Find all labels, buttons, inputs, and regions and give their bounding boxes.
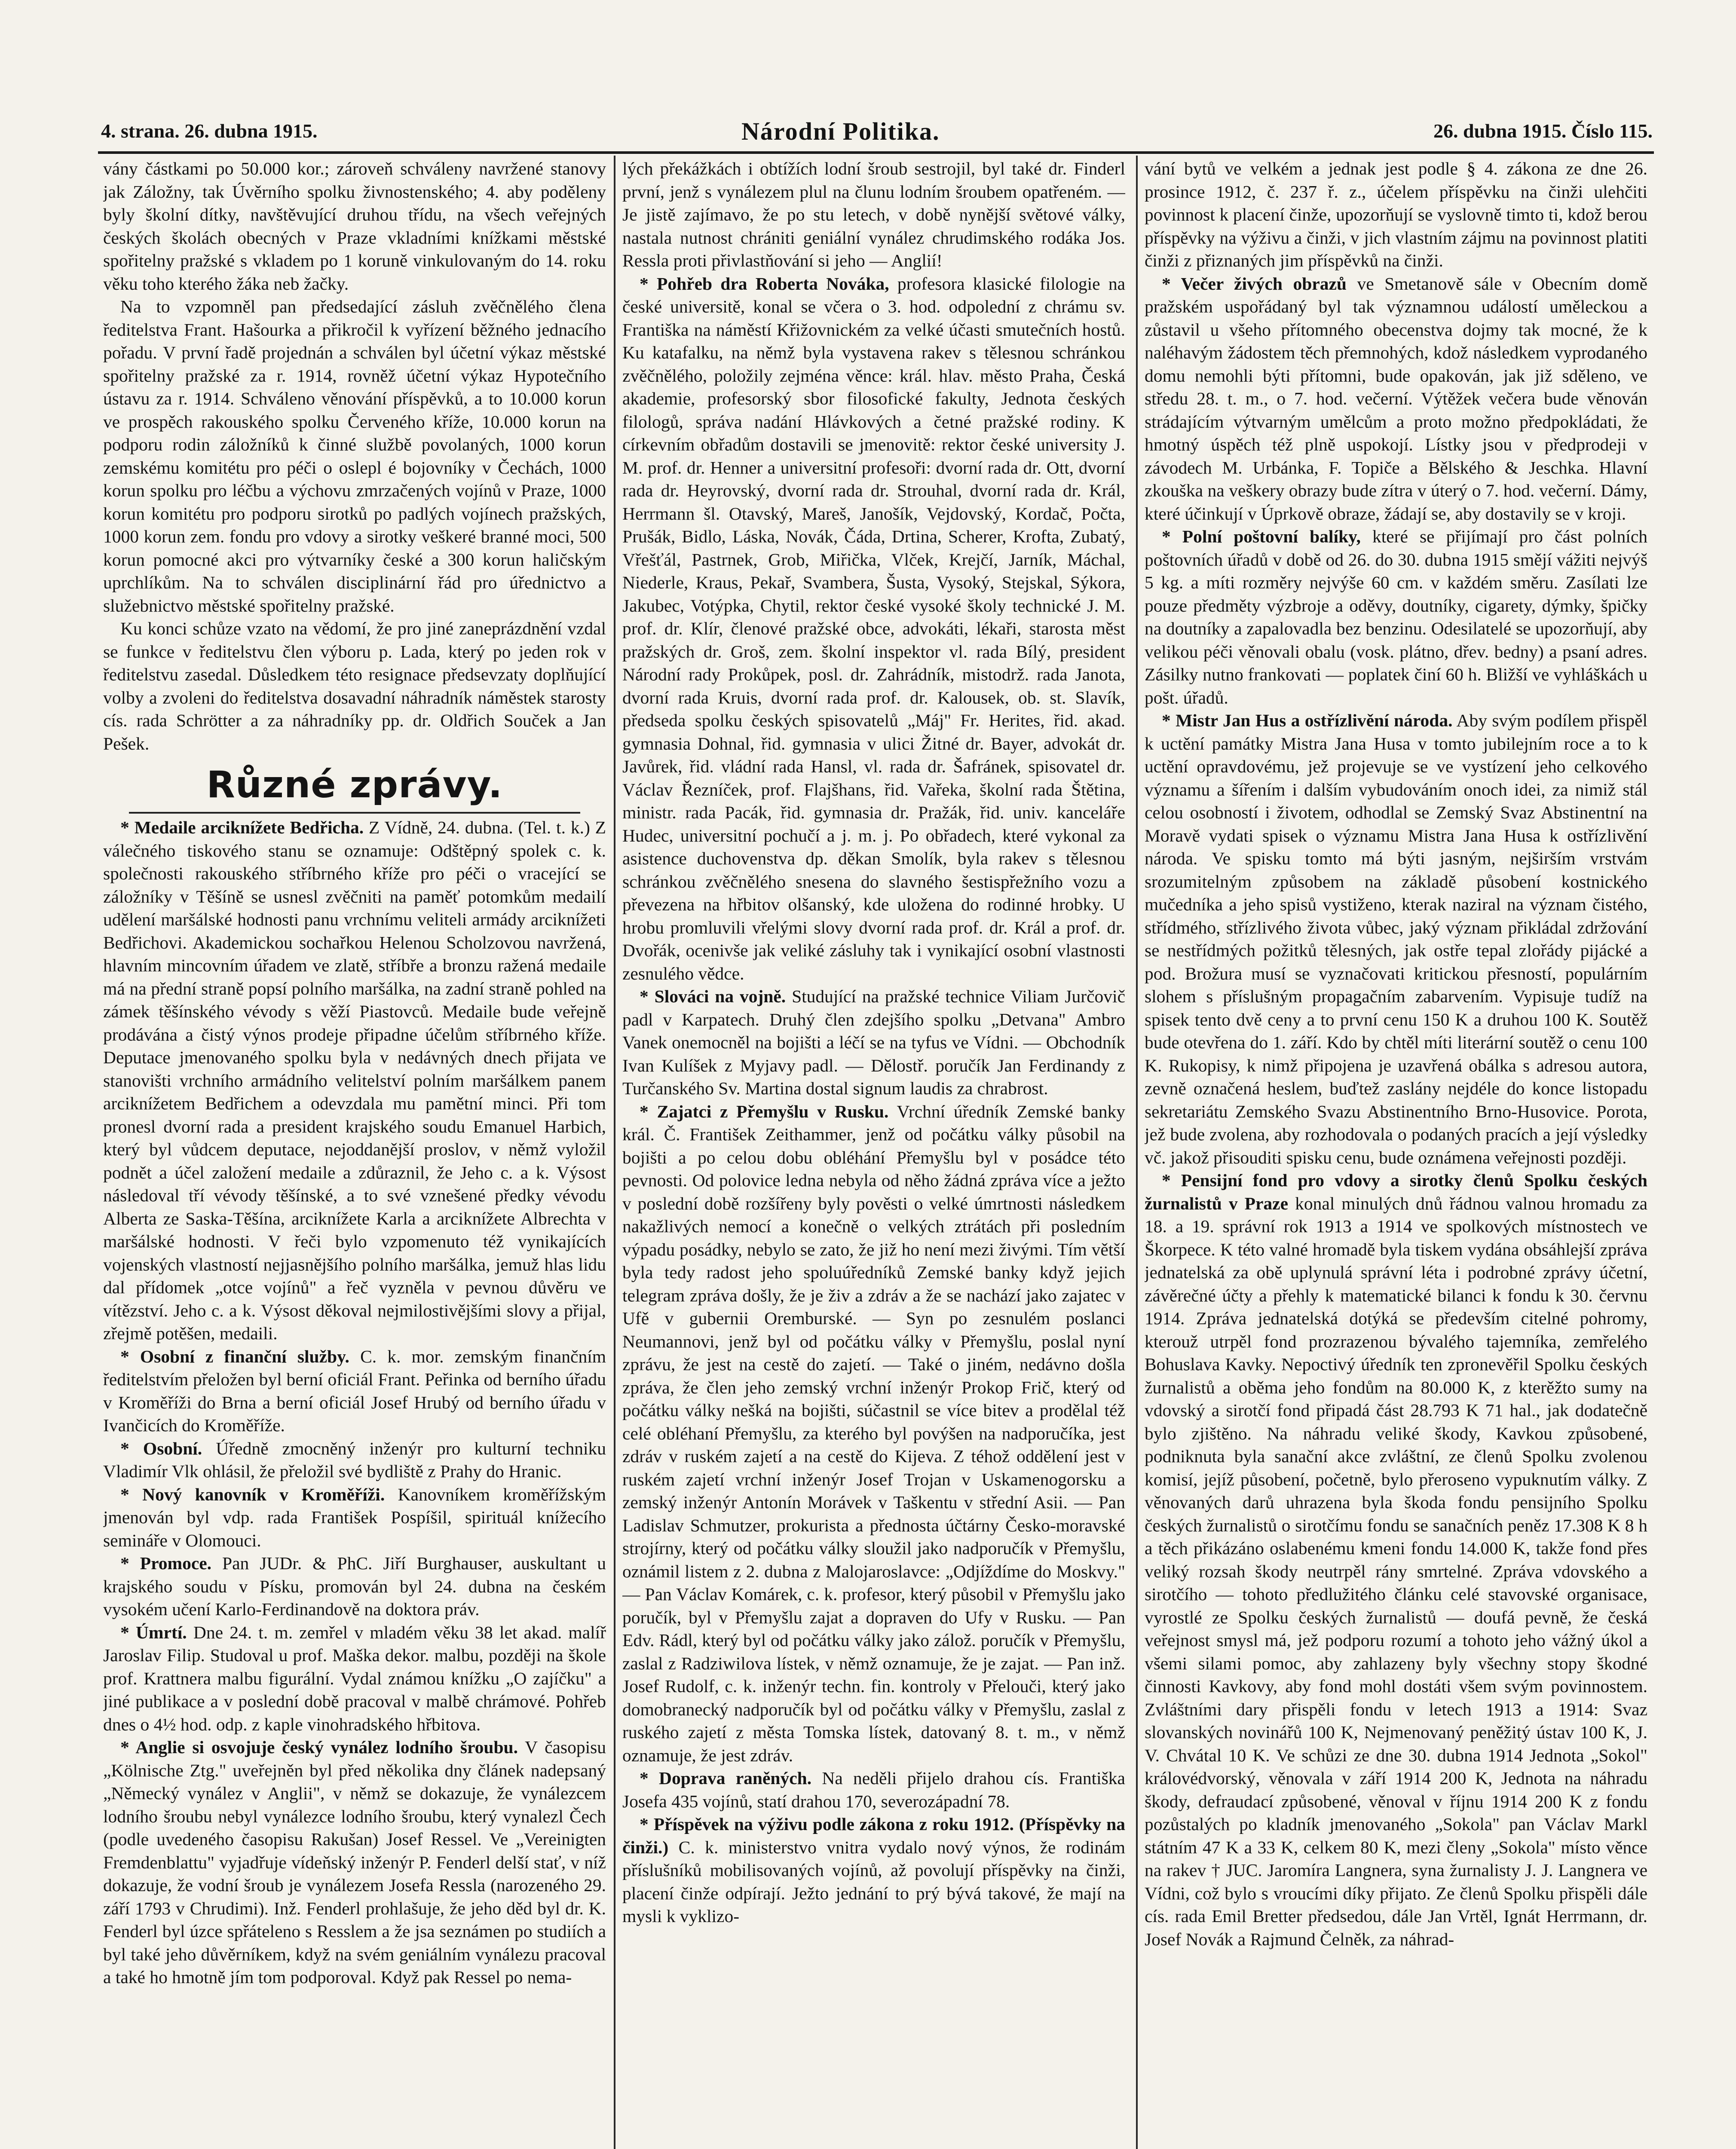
article-paragraph: vány částkami po 50.000 kor.; zároveň schváleny navržené stanovy jak Záložny, tak Úvěrního spolku živnostenského; 4. aby poděleny byly školní dítky, navštěvující druhou třídu, na všech veřejných českých školách obecných v Praze vkladními knížkami městské spořitelny pražské s vkladem po 1 koruně vinkulovaným do 14. roku věku toho kterého žáka neb žačky. — [103, 159, 606, 294]
column-rule-1 — [614, 156, 615, 2149]
news-body: ve Smetanově sále v Obecním domě pražském uspořádaný byl tak významnou událostí uměleckou a zůstavil u všeho přítomného obecenstva dojmy tak mocné, že k naléhavým žádostem těch přemnohých, kdož následkem vyprodaného domu nemohli býti přítomni, bude opakován, jak již sděleno, ve středu 28. t. m., o 7. hod. večerní. Výtěžek večera bude věnován strádajícím výtvarným umělcům a proto možno předpokládati, že hmotný úspěch též plně uspokojí. Lístky jsou v předprodeji v závodech M. Urbánka, F. Topiče a Bělského & Jeschka. Hlavní zkouška na veškery obrazy bude zítra v úterý o 7. hod. večerní. Dámy, které účinkují v Úprkově obraze, žádají se, aby dostavily se v kroji. — [1145, 273, 1647, 523]
news-item — [1145, 272, 1647, 526]
news-headline: * Doprava raněných. — [640, 1768, 812, 1788]
news-body: konal minulých dnů řádnou valnou hromadu za 18. a 19. správní rok 1913 a 1914 ve spolkových místnostech ve Škorpece. K této valné hromadě byla tiskem vydána obsáhlejší zpráva jednatelská za obě uplynulá správní léta i podrobné zprávy účetní, závěrečné účty a přehly k matematické bilanci k fondu k 30. červnu 1914. Zpráva jednatelská dotýká se především citelné pohromy, kterouž utrpěl fond prozrazenou bývalého tajemníka, zemřelého Bohuslava Kavky. Nepoctivý úředník ten zpronevěřil Spolku českých žurnalistů a oběma jeho fondům na 80.000 K, z kterěžto sumy na vdovský a sirotčí fond připadá část 28.793 K 71 hal., jak dodatečně bylo zjištěno. Na náhradu veliké škody, Kavkou způsobené, podniknuta byla sanační akce zvláštní, ze členů Spolku zvolenou komisí, jejíž působení, početně, bylo přeroseno vypuknutím války. Z věnovaných darů uhrazena byla škoda fondu pensijního Spolku českých žurnalistů o sirotčímu fondu se sanačních peněz 17.308 K 8 h a těch přikázáno oslabenému kmeni fondu 14.000 K, takže fond přes veliký rozsah škody neutrpěl rány smrtelné. Zpráva vdovského a sirotčího — tohoto předlužitého článku celé stavovské organisace, vyrostlé ze Spolku českých žurnalistů — doufá pevně, že česká veřejnost smysl má, jež podporu rozumí a tohoto jeho vážný úkol a všemi silami pomoc, aby zahlazeny byly všechny stopy škodné činnosti Kavkovy, aby fond mohl dostáti všem svým povinnostem. Zvláštními dary přispěli fondu v letech 1913 a 1914: Svaz slovanských novinářů 100 K, Nejmenovaný peněžitý ústav 100 K, J. V. Chvátal 10 K. Ve schůzi ze dne 30. dubna 1914 Jednota „Sokol" královédvorský, věnovala v září 1914 200 K, Jednota na náhradu škody, defraudací způsobené, věnoval v říjnu 1914 200 K z fondu pozůstalých po kladník jmenovaného „Sokola" pan Václav Markl státním 47 K a 33 K, celkem 80 K, mezi členy „Sokola" místo věnce na rakev † JUC. Jaromíra Langnera, syna žurnalisty J. J. Langnera ve Vídni, což bylo s vroucími díky přijato. Ze členů Spolku přispěli dále cís. rada Emil Bretter předsedou, dále Jan Vrtěl, Ignát Herrmann, dr. Josef Novák a Rajmund Čelněk, za náhrad- — [1145, 1193, 1647, 1949]
news-headline: * Promoce. — [120, 1553, 212, 1573]
news-body: Pan JUDr. & PhC. Jiří Burghauser, auskultant u krajského soudu v Písku, promován byl 24. dubna na českém vysokém učení Karlo-Ferdinandově na doktora práv. — [103, 1553, 606, 1619]
news-headline: * Osobní. — [120, 1438, 202, 1458]
news-headline: * Slováci na vojně. — [640, 986, 786, 1006]
news-item — [622, 272, 1125, 986]
news-body: C. k. mor. zemským finančním ředitelstvím přeložen byl berní oficiál Frant. Peřinka od berního úřadu v Kroměříži do Brna a berní oficiál Josef Hrubý od berního úřadu v Ivančicích do Kroměříže. — [103, 1346, 606, 1435]
column-1 — [103, 157, 606, 2149]
news-item — [1145, 1169, 1647, 1951]
news-headline: * Večer živých obrazů — [1162, 273, 1347, 294]
news-item — [103, 816, 606, 1345]
news-body: Dne 24. t. m. zemřel v mladém věku 38 let akad. malíř Jaroslav Filip. Studoval u prof. Maška dekor. malbu, později na škole prof. Krattnera malbu figurální. Vydal známou knížku „O zajíčku" a jiné publikace a v poslední době pracoval v malbě chrámové. Pohřeb dnes o 4½ hod. odp. z kaple vinohradského hřbitova. — [103, 1622, 606, 1734]
news-body: Úředně zmocněný inženýr pro kulturní techniku Vladimír Vlk ohlásil, že přeložil své bydliště z Prahy do Hranic. — [103, 1438, 606, 1481]
news-body: které se přijímají pro část polních poštovních úřadů v době od 26. do 30. dubna 1915 smějí vážiti nejvýš 5 kg. a míti rozměry nejvýše 60 cm. v každém směru. Zasílati lze pouze předměty výzbroje a oděvy, doutníky, cigarety, dýmky, špičky na doutníky a zapalovadla bez benzinu. Odesilatelé se upozorňují, aby velikou péči věnovali obalu (vosk. plátno, dřev. bedny) a psaní adres. Zásilky nutno frankovati — poplatek činí 60 h. Bližší ve vyhláškách u pošt. úřadů. — [1145, 527, 1647, 707]
news-item — [103, 1345, 606, 1437]
news-body: Aby svým podílem přispěl k uctění památky Mistra Jana Husa v tomto jubilejním roce a to k uctění opravdovému, jež projevuje se ve vystízení jeho celkového významu a šířením i dalším vybudováním onoch idei, za nimiž stál celou osobností i životem, odhodlal se Zemský Svaz Abstinentní na Moravě vydati spisek o významu Mistra Jana Husa k ostřízlivění národa. Ve spisku tomto má býti jasným, nejširším vrstvám srozumitelným způsobem na základě působení kostnického mučedníka a jeho spisů vystiženo, kterak naziral na význam čistého, střídmého, střízlivého života vůbec, jaký význam přikládal zdržování se nestřídmých požitků tělesných, jak ostře tepal zlořády pijácké a pod. Brožura musí se vyznačovati kritickou přesností, populárním slohem s příslušným propagačním zabarvením. Vypisuje tudíž na spisek tento dvě ceny a to první cenu 150 K a druhou 100 K. Soutěž bude otevřena do 1. září. Kdo by chtěl míti literární soutěž o cenu 100 K. Rukopisy, k nimž připojena je uzavřená obálka s adresou autora, zevně označená heslem, buďtež zaslány nejdéle do konce listopadu sekretariátu Zemského Svazu Abstinentního Brno-Husovice. Porota, jež bude zvolena, aby rozhodovala o podaných pracích a její výsledky vč. jakož přisouditi spisku cenu, bude oznámena veřejnosti později. — [1145, 710, 1647, 1167]
section-rule — [129, 812, 580, 814]
news-headline: * Úmrtí. — [120, 1622, 187, 1642]
column-rule-2 — [1136, 156, 1138, 2149]
news-item — [622, 1100, 1125, 1767]
news-headline: * Osobní z finanční služby. — [120, 1346, 349, 1366]
column-2 — [622, 157, 1125, 2149]
news-body: Vrchní úředník Zemské banky král. Č. František Zeithammer, jenž od počátku války působil na bojišti a po celou dobu obléhání Přemyšlu byl v posádce této pevnosti. Od polovice ledna nebyla od něho žádná zpráva více a ježto v poslední době rozšířeny byly pověsti o velké úmrtnosti následkem nakažlivých nemocí a konečně o velkých ztrátách při posledním výpadu posádky, nebylo se zato, že již ho není mezi živými. Tím větší byla tedy radost jeho spoluúředníků Zemské banky když jejich telegram zpráva došly, že je živ a zdráv a že se nachází jako zajatec v Ufě v gubernii Oremburské. — Syn po zesnulém poslanci Neumannovi, jenž byl od počátku války v Přemyšlu, poslal nyní zprávu, že jest na cestě do zajetí. — Také o jiném, nedávno došla zpráva, že člen jeho zemský vrchní inženýr Prokop Frič, který od počátku války nešká na bojišti, súčastnil se více bitev a prodělal též celé obléhaní Přemyšlu, za kterého byl povýšen na nadporučíka, jest zdráv v ruském zajetí a na cestě do Kijeva. Z téhož oddělení jest v ruském zajetí vrchní inženýr Josef Trojan v Uskamenogorsku a zemský inženýr Antonín Morávek v Taškentu v střední Asii. — Pan Ladislav Schmutzer, prokurista a přednosta účtárny Česko-moravské strojírny, který od počátku války sloužil jako nadporučík v Přemyšlu, oznámil listem z 2. dubna z Malojaroslavce: „Odjíždíme do Moskvy." — Pan Václav Komárek, c. k. profesor, který působil v Přemyšlu jako poručík, byl v Přemyšlu zajat a dopraven do Ufy v Rusku. — Pan Edv. Rádl, který byl od počátku války jako zálož. poručík v Přemyšlu, zaslal z Radziwilova lístek, v němž oznamuje, že je zajat. — Pan inž. Josef Rudolf, c. k. inženýr techn. fin. kontroly v Přelouči, který jako domobranecký nadporučík byl od počátku války v Přemyšlu, zaslal z ruského zajetí z města Tomska lístek, datovaný 8. t. m., v němž oznamuje, že jest zdráv. — [622, 1101, 1125, 1765]
news-headline: * Zajatci z Přemyšlu v Rusku. — [640, 1101, 889, 1121]
news-body: C. k. ministerstvo vnitra vydalo nový výnos, že rodinám příslušníků mobilisovaných vojínů, až povolují příspěvky na činži, placení činže odpírají. Ježto jednání to prý bývá takové, že mají na mysli k vyklizo- — [622, 1837, 1125, 1926]
news-body: Studující na pražské technice Viliam Jurčovič padl v Karpatech. Druhý člen zdejšího spolku „Detvana" Ambro Vanek onemocněl na bojišti a léčí se na tyfus ve Vídni. — Obchodník Ivan Kulíšek z Myjavy padl. — Dělostř. poručík Jan Ferdinandy z Turčanského Sv. Martina dostal signum laudis za chrabrost. — [622, 986, 1125, 1098]
news-headline: * Nový kanovník v Kroměříži. — [120, 1484, 385, 1504]
masthead — [101, 117, 1653, 151]
news-item — [1145, 709, 1647, 1169]
article-paragraph: vání bytů ve velkém a jednak jest podle § 4. zákona ze dne 26. prosince 1912, č. 237 ř. z., účelem příspěvku na činži ulehčiti povinnost k placení činže, upozorňují se vyslovně timto ti, kdož berou příspěvky na výživu a činži, v jich vlastním zájmu na povinnost platiti činži z přiznaných jim příspěvků na činži. — [1145, 159, 1647, 270]
news-headline: * Pohřeb dra Roberta Nováka, — [640, 273, 889, 294]
news-headline: * Polní poštovní balíky, — [1162, 527, 1361, 546]
news-body: Z Vídně, 24. dubna. (Tel. t. k.) Z válečného tiskového stanu se oznamuje: Odštěpný spolek c. k. společnosti rakouského stříbrného kříže pro péči o vracející se záložníky v Těšíně se usnesl zvěčniti na paměť potomkům medailí udělení maršálské hodnosti panu vrchnímu veliteli armády arciknížeti Bedřichovi. Akademickou sochařkou Helenou Scholzovou navržená, hlavním mincovním úřadem ve zlatě, stříbře a bronzu ražená medaile má na přední straně popsí polního maršálka, na zadní straně pohled na zámek těšínského vévody s věží Piastovců. Medaile bude veřejně prodávána a čistý výnos prodeje připadne účelům stříbrného kříže. Deputace jmenovaného spolku byla v nedávných dnech přijata ve stanovišti vrchního armádního velitelství polním maršálkem panem arciknížetem Bedřichem a odevzdala mu pamětní minci. Při tom pronesl dvorní rada a president krajského soudu Emanuel Harbich, který byl vůdcem deputace, nejoddanější proslov, v němž vyložil podnět a účel založení medaile a zdůraznil, že Jeho c. a k. Výsost následoval tří vévody těšínské, a to své vznešené předky vévodu Alberta ze Saska-Těšína, arciknížete Karla a arciknížete Albrechta v maršálské hodnosti. V řeči bylo vzpomenuto též vynikajících vojenských vlastností nejjasnějšího polního maršálka, jemuž hlas lidu dal přídomek „otce vojínů" a řeč vyzněla v pevnou důvěru ve vítězství. Jeho c. a k. Výsost děkoval nejmilostivějšími slovy a přijal, zřejmě potěšen, medaili. — [103, 817, 606, 1343]
news-body: V časopisu „Kölnische Ztg." uveřejněn byl před několika dny článek nadepsaný „Německý vynález v Anglii", v němž se dokazuje, že vynálezcem lodního šroubu nebyl vynálezce lodního šroubu, který vynalezl Čech (podle uvedeného časopisu Rakušan) Josef Ressel. Ve „Vereinigten Fremdenblattu" vyjadřuje vídeňský inženýr P. Fenderl delší stať, v níž dokazuje, že vodní šroub je vynálezem Josefa Ressla (narozeného 29. září 1793 v Chrudimi). Inž. Fenderl prohlašuje, že jeho děd byl dr. K. Fenderl byl úzce spřáteleno s Resslem a že jsa seznámen po studiích a byl také jeho důvěrníkem, když na svém geniálním vynálezu pracoval a také ho hmotně jím tom podporoval. Když pak Ressel po nema- — [103, 1737, 606, 1987]
news-item — [103, 1552, 606, 1621]
news-item — [103, 1483, 606, 1552]
news-body: profesora klasické filologie na české universitě, konal se včera o 3. hod. odpolední z chrámu sv. Františka na náměstí Křižovnickém za velké účasti smutečních hostů. Ku katafalku, na němž byla vystavena rakev s tělesnou schránkou zvěčnělého, položily zejména věnce: král. hlav. město Praha, Česká akademie, profesorský sbor filosofické fakulty, Jednota českých filologů, správa nadání Hlávkových a četné pražské rodiny. K církevním obřadům dostavili se jmenovitě: rektor české university J. M. prof. dr. Henner a universitní profesoři: dvorní rada dr. Ott, dvorní rada dr. Heyrovský, dvorní rada dr. Strouhal, dvorní rada dr. Král, Herrmann šl. Otavský, Mareš, Janošík, Vejdovský, Kordač, Počta, Prušák, Bidlo, Láska, Novák, Čáda, Drtina, Scherer, Krofta, Zubatý, Vřešťál, Pastrnek, Grob, Miřička, Vlček, Krejčí, Jarník, Máchal, Niederle, Kraus, Pekař, Svambera, Šusta, Vysoký, Stejskal, Sýkora, Jakubec, Votýpka, Chytil, rektor české vysoké školy technické J. M. prof. dr. Klír, členové pražské obce, advokáti, lékaři, starosta měst pražských dr. Groš, zem. školní inspektor vl. rada Bílý, president Národní rady Prokůpek, posl. dr. Zahrádník, mistodrž. rada Janota, dvorní rada Kruis, dvorní rada prof. dr. Kalousek, ob. st. Slavík, předseda spolku českých spisovatelů „Máj" Fr. Herites, řid. akad. gymnasia Dohnal, řid. gymnasia v ulici Žitné dr. Bayer, advokát dr. Javůrek, řid. vládní rada Hansl, vl. rada dr. Šafránek, spisovatel dr. Václav Řezníček, prof. Flajšhans, řid. Vařeka, školní rada Štětina, ministr. rada Pacák, řid. gymnasia dr. Pražák, řid. univ. kanceláře Hudec, universitní pochučí a j. m. j. Po obřadech, které vykonal za asistence duchovenstva dp. děkan Smolík, byla rakev s tělesnou schránkou zvěčnělého snesena do slavného šestispřežního vozu a převezena na hřbitov olšanský, kde uložena do rodinné hrobky. U hrobu promluvili vřelými slovy dvorní rada prof. dr. Král a prof. dr. Dvořák, ocenivše jak veliké zásluhy tak i vynikající osobní vlastnosti zesnulého vědce. — [622, 273, 1125, 983]
article-paragraph: Na to vzpomněl pan předsedající zásluh zvěčnělého člena ředitelstva Frant. Hašourka a přikročil k vyřízení běžného jednacího pořadu. V první řadě projednán a schválen byl účetní výkaz městské spořitelny pražské za r. 1914, rovněž účetní výkaz Hypotečního ústavu za r. 1914. Schváleno věnování příspěvků, a to 10.000 korun ve prospěch rakouského spolku Červeného kříže, 10.000 korun na podporu rodin záložníků k činné službě povolaných, 1000 korun zemskému komitétu pro péči o oslepl é bojovníky v Čechách, 1000 korun spolku pro léčbu a výchovu zmrzačených vojínů v Praze, 1000 korun komitétu pro podporu sirotků po padlých vojínech pražských, 1000 korun zem. fondu pro vdovy a sirotky veškeré branné moci, 500 korun pomocné akci pro výtvarníky české a 300 korun haličským uprchlíkům. Na to schválen disciplinární řád pro úřednictvo a služebnictvo městské spořitelny pražské. — [103, 297, 606, 615]
news-item — [622, 1813, 1125, 1928]
article-paragraph: Ku konci schůze vzato na vědomí, že pro jiné zaneprázdnění vzdal se funkce v ředitelstvu člen výboru p. Lada, který po jeden rok v ředitelstvu zasedal. Důsledkem této resignace předsevzaty doplňující volby a zvoleni do ředitelstva dosavadní náhradník náměstek starosty cís. rada Schrötter a za náhradníky pp. dr. Oldřich Souček a Jan Pešek. — [103, 618, 606, 753]
news-headline: * Medaile arciknížete Bedřicha. — [120, 817, 364, 837]
article-paragraph: lých překážkách i obtížích lodní šroub sestrojil, byl také dr. Finderl první, jenž s vynálezem plul na člunu lodním šroubem opatřeném. — Je jistě zajímavo, že po stu letech, v době nynější světové války, nastala nutnost chrániti geniální vynález chrudimského rodáka Jos. Ressla proti přivlastňování si jeho — Anglií! — [622, 159, 1125, 270]
column-3 — [1145, 157, 1647, 2149]
news-headline: * Mistr Jan Hus a ostřízlivění národa. — [1162, 710, 1453, 730]
header-rule — [98, 151, 1654, 154]
header-left: 4. strana. 26. dubna 1915. — [101, 120, 318, 142]
masthead-title: Národní Politika. — [741, 117, 940, 145]
news-item — [1145, 525, 1647, 709]
news-item — [103, 1621, 606, 1736]
news-body: Kanovníkem kroměřížským jmenován byl vdp. rada František Pospíšil, spirituál knížecího semináře v Olomouci. — [103, 1484, 606, 1550]
news-body: Na neděli přijelo drahou cís. Františka Josefa 435 vojínů, statí drahou 170, severozápadní 78. — [622, 1768, 1125, 1811]
header-right: 26. dubna 1915. Číslo 115. — [1433, 120, 1653, 142]
news-item — [103, 1736, 606, 1989]
section-title: Různé zprávy. — [206, 763, 503, 806]
news-headline: * Pensijní fond pro vdovy a sirotky členů Spolku českých žurnalistů v Praze — [1145, 1170, 1647, 1213]
news-item — [622, 1767, 1125, 1813]
news-item — [103, 1437, 606, 1483]
news-headline: * Anglie si osvojuje český vynález lodního šroubu. — [120, 1737, 518, 1757]
news-item — [622, 985, 1125, 1100]
news-headline: * Příspěvek na výživu podle zákona z roku 1912. (Příspěvky na činži.) — [622, 1814, 1125, 1857]
